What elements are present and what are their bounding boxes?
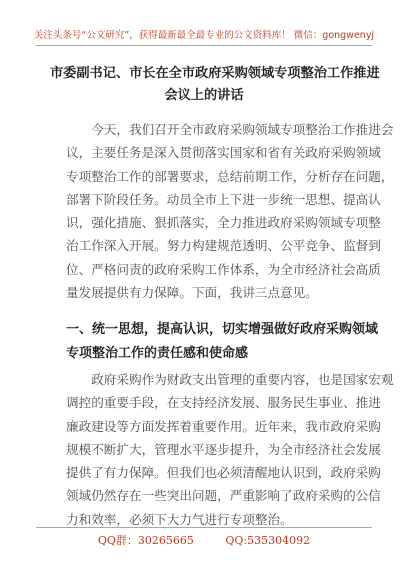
paragraph-line: 领域仍然存在一些突出问题，严重影响了政府采购的公信 — [66, 488, 381, 504]
footer-contact — [0, 532, 408, 548]
heading-line: 一、统一思想，提高认识，切实增强做好政府采购领域 — [66, 322, 379, 337]
paragraph-line: 规模不断扩大，管理水平逐步提升，为全市经济社会发展 — [66, 441, 381, 457]
title-line: 市委副书记、市长在全市政府采购领域专项整治工作推进 — [50, 66, 380, 81]
footer-divider — [36, 527, 372, 528]
paragraph-line: 识，强化措施、狠抓落实，全力推进政府采购领域专项整 — [66, 215, 381, 231]
paragraph-line: 今天，我们召开全市政府采购领域专项整治工作推进会 — [91, 122, 394, 137]
paragraph-line: 位、严格问责的政府采购工作体系，为全市经济社会高质 — [66, 261, 381, 277]
paragraph-line: 政府采购作为财政支出管理的重要内容，也是国家宏观 — [91, 372, 394, 387]
paragraph-line: 廉政建设等方面发挥着重要作用。近年来，我市政府采购 — [66, 418, 381, 434]
paragraph-line: 治工作深入开展。努力构建规范透明、公平竞争、监督到 — [66, 238, 381, 254]
heading-line: 专项整治工作的责任感和使命感 — [66, 346, 249, 361]
section-heading — [66, 318, 379, 366]
paragraph-line: 力和效率，必须下大力气进行专项整治。 — [66, 511, 293, 527]
title-line: 会议上的讲话 — [164, 88, 244, 103]
header-divider — [36, 45, 372, 46]
paragraph-section1 — [66, 368, 394, 531]
paragraph-line: 量发展提供有力保障。下面，我讲三点意见。 — [66, 285, 318, 301]
qq-number: QQ:535304092 — [225, 534, 311, 547]
paragraph-line: 调控的重要手段，在支持经济发展、服务民生事业、推进 — [66, 395, 381, 411]
paragraph-intro — [66, 118, 394, 304]
paragraph-line: 部署下阶段任务。动员全市上下进一步统一思想、提高认 — [66, 191, 381, 207]
paragraph-line: 议，主要任务是深入贯彻落实国家和省有关政府采购领域 — [66, 145, 381, 161]
document-title — [50, 63, 380, 107]
paragraph-line: 提供了有力保障。但我们也必须清醒地认识到，政府采购 — [66, 465, 381, 481]
promo-banner: 关注头条号“公文研究”，获得最新最全最专业的公文资料库！ 微信：gongwenyj — [33, 30, 375, 41]
paragraph-line: 专项整治工作的部署要求，总结前期工作，分析存在问题， — [66, 168, 394, 184]
qq-group-number: QQ群：30265665 — [97, 534, 194, 547]
